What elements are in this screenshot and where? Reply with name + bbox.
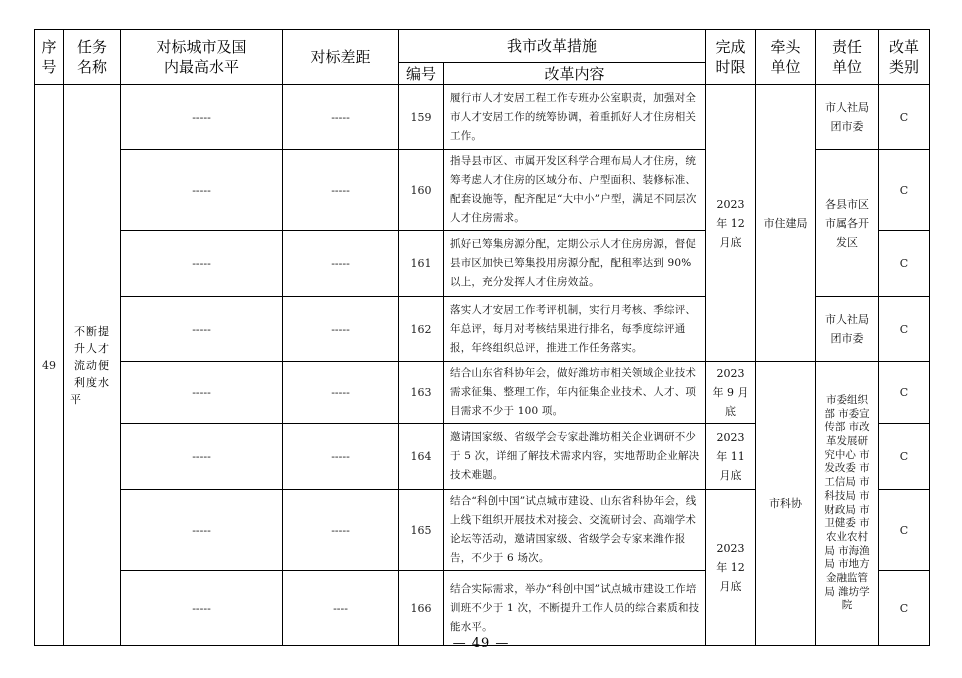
- resp-unit-cell: 市委组织部 市委宣传部 市改革发展研究中心 市发改委 市工信局 市科技局 市财政局 市卫健委 市农业农村局 市海渔局 市地方金融监管局 潍坊学院: [816, 362, 879, 646]
- lead-unit-cell: 市住建局: [756, 85, 816, 362]
- row-number: 162: [399, 297, 444, 362]
- row-content: 落实人才安居工作考评机制，实行月考核、季综评、年总评，每月对考核结果进行排名，每季度综评通报，年终组织总评，推进工作任务落实。: [444, 297, 706, 362]
- page-number: — 49 —: [452, 636, 510, 651]
- row-number: 161: [399, 231, 444, 297]
- deadline-cell: 2023 年 12 月底: [706, 490, 756, 646]
- category-cell: C: [879, 150, 930, 231]
- benchmark-cell: -----: [121, 362, 283, 424]
- deadline-cell: 2023 年 9 月底: [706, 362, 756, 424]
- benchmark-cell: -----: [121, 85, 283, 150]
- deadline-cell: 2023 年 12 月底: [706, 85, 756, 362]
- group-seq: 49: [35, 85, 64, 646]
- benchmark-cell: -----: [121, 424, 283, 490]
- table-row: [35, 362, 930, 424]
- row-number: 163: [399, 362, 444, 424]
- table-row: [35, 85, 930, 150]
- row-number: 159: [399, 85, 444, 150]
- row-content: 结合山东省科协年会，做好潍坊市相关领域企业技术需求征集、整理工作，年内征集企业技术、人才、项目需求不少于 100 项。: [444, 362, 706, 424]
- row-content: 邀请国家级、省级学会专家赴潍坊相关企业调研不少于 5 次，详细了解技术需求内容，实地帮助企业解决技术难题。: [444, 424, 706, 490]
- header-seq: 序号: [35, 30, 64, 85]
- category-cell: C: [879, 231, 930, 297]
- group-task-name: 不断提升人才流动便利度水平: [64, 85, 121, 646]
- gap-cell: -----: [283, 150, 399, 231]
- row-content: 结合实际需求，举办“科创中国”试点城市建设工作培训班不少于 1 次，不断提升工作人员的综合素质和技能水平。: [444, 571, 706, 646]
- category-cell: C: [879, 362, 930, 424]
- gap-cell: -----: [283, 490, 399, 571]
- header-measures: 我市改革措施: [399, 30, 706, 63]
- category-cell: C: [879, 297, 930, 362]
- category-cell: C: [879, 571, 930, 646]
- row-number: 166: [399, 571, 444, 646]
- benchmark-cell: -----: [121, 297, 283, 362]
- header-benchmark: 对标城市及国内最高水平: [121, 30, 283, 85]
- category-cell: C: [879, 85, 930, 150]
- gap-cell: ----: [283, 571, 399, 646]
- deadline-cell: 2023 年 11 月底: [706, 424, 756, 490]
- header-content: 改革内容: [444, 63, 706, 85]
- header-lead-unit: 牵头单位: [756, 30, 816, 85]
- gap-cell: -----: [283, 231, 399, 297]
- row-content: 履行市人才安居工程工作专班办公室职责，加强对全市人才安居工作的统筹协调，着重抓好人才住房相关工作。: [444, 85, 706, 150]
- row-content: 指导县市区、市属开发区科学合理布局人才住房，统筹考虑人才住房的区域分布、户型面积、装修标准、配套设施等，配齐配足“大中小”户型，满足不同层次人才住房需求。: [444, 150, 706, 231]
- header-deadline: 完成时限: [706, 30, 756, 85]
- category-cell: C: [879, 424, 930, 490]
- header-category: 改革类别: [879, 30, 930, 85]
- row-content: 结合“科创中国”试点城市建设、山东省科协年会，线上线下组织开展技术对接会、交流研讨会、高端学术论坛等活动，邀请国家级、省级学会专家来潍作报告，不少于 6 场次。: [444, 490, 706, 571]
- gap-cell: -----: [283, 85, 399, 150]
- resp-unit-cell: 各县市区 市属各开发区: [816, 150, 879, 297]
- gap-cell: -----: [283, 424, 399, 490]
- benchmark-cell: -----: [121, 231, 283, 297]
- header-gap: 对标差距: [283, 30, 399, 85]
- header-task-name: 任务名称: [64, 30, 121, 85]
- gap-cell: -----: [283, 362, 399, 424]
- category-cell: C: [879, 490, 930, 571]
- header-number: 编号: [399, 63, 444, 85]
- lead-unit-cell: 市科协: [756, 362, 816, 646]
- header-resp-unit: 责任单位: [816, 30, 879, 85]
- reform-table: [34, 29, 930, 646]
- resp-unit-cell: 市人社局 团市委: [816, 85, 879, 150]
- row-number: 164: [399, 424, 444, 490]
- benchmark-cell: -----: [121, 490, 283, 571]
- benchmark-cell: -----: [121, 150, 283, 231]
- benchmark-cell: -----: [121, 571, 283, 646]
- resp-unit-cell: 市人社局 团市委: [816, 297, 879, 362]
- row-number: 160: [399, 150, 444, 231]
- row-content: 抓好已筹集房源分配，定期公示人才住房房源，督促县市区加快已筹集投用房源分配，配租率达到 90%以上，充分发挥人才住房效益。: [444, 231, 706, 297]
- gap-cell: -----: [283, 297, 399, 362]
- row-number: 165: [399, 490, 444, 571]
